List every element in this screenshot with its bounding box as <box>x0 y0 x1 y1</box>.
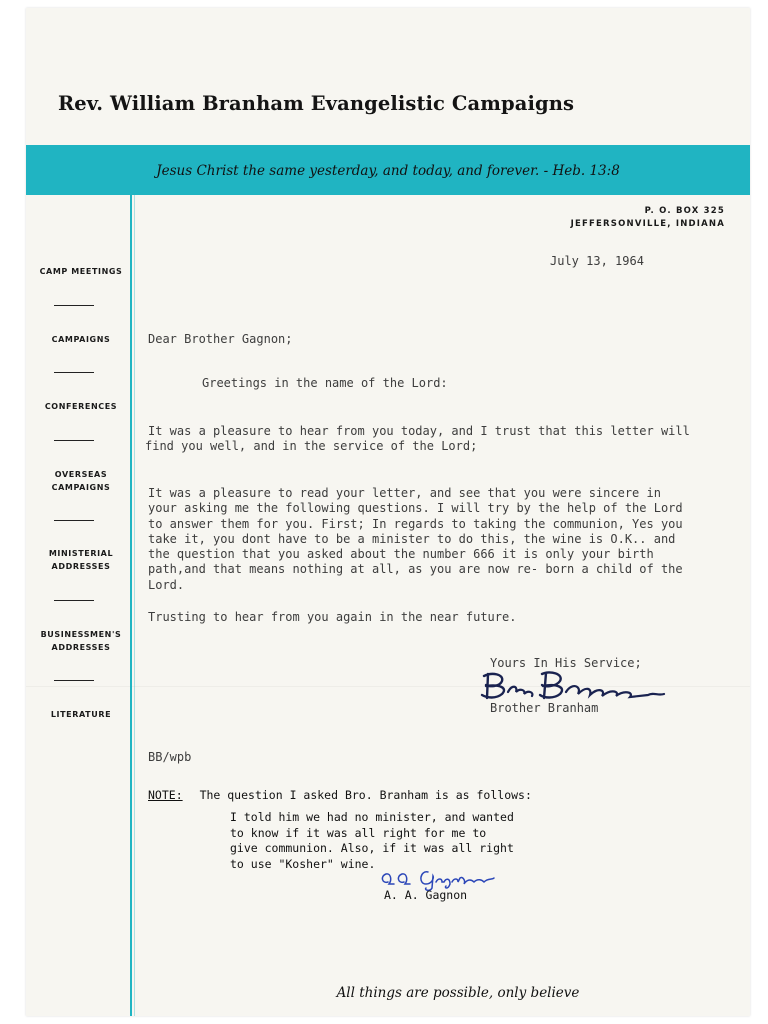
sidebar-item-conferences: CONFERENCES <box>44 402 118 411</box>
sidebar-divider <box>54 440 94 441</box>
letter-valediction: Yours In His Service; <box>490 656 642 670</box>
letterhead-address <box>571 205 725 231</box>
note-intro <box>148 788 532 804</box>
margin-rule <box>130 195 132 1016</box>
letterhead-footer: All things are possible, only believe <box>336 985 580 1001</box>
sidebar-item-label: ADDRESSES <box>51 562 111 571</box>
letter-date: July 13, 1964 <box>550 254 644 268</box>
note-signer: A. A. Gagnon <box>384 888 468 902</box>
sidebar-item-label: ADDRESSES <box>51 643 111 652</box>
sidebar-item-camp-meetings: CAMP MEETINGS <box>39 267 123 276</box>
note-line: I told him we had no minister, and wanted <box>230 810 514 824</box>
sidebar-divider <box>54 520 94 521</box>
margin-rule-secondary <box>134 195 135 1016</box>
sidebar-item-businessmens-addresses <box>32 628 130 654</box>
note-line: to use "Kosher" wine. <box>230 856 376 871</box>
text-line: the question that you asked about the number 666 it is only your birth <box>148 547 654 562</box>
sidebar-divider <box>54 305 94 306</box>
letter-signer: Brother Branham <box>490 701 599 715</box>
letter-closing-line: Trusting to hear from you again in the near future. <box>148 610 517 624</box>
text-line: It was a pleasure to read your letter, and see that you were sincere in <box>148 486 661 500</box>
sidebar-divider <box>54 600 94 601</box>
sidebar-divider <box>54 372 94 373</box>
letter-salutation: Dear Brother Gagnon; <box>148 332 293 346</box>
letter-greeting: Greetings in the name of the Lord: <box>202 376 448 390</box>
text-line: It was a pleasure to hear from you today, and I trust that this letter will <box>148 424 690 438</box>
note-body <box>230 810 514 872</box>
sidebar-item-literature: LITERATURE <box>50 710 112 719</box>
note-intro-text: The question I asked Bro. Branham is as follows: <box>199 788 532 802</box>
letter-paragraph <box>145 424 690 455</box>
note-line: give communion. Also, if it was all right <box>230 841 514 855</box>
sidebar-item-label: MINISTERIAL <box>48 549 114 558</box>
letter-page <box>26 8 750 1016</box>
sidebar-divider <box>54 680 94 681</box>
sidebar-item-ministerial-addresses <box>32 547 130 573</box>
text-line: take it, you dont have to be a minister to do this, the wine is O.K.. and <box>148 531 676 546</box>
letter-paragraph <box>148 486 683 593</box>
note-line: to know if it was all right for me to <box>230 825 487 840</box>
signature-branham <box>478 668 668 704</box>
text-line: to answer them for you. First; In regards to taking the communion, Yes you <box>148 516 683 531</box>
sidebar-item-overseas-campaigns <box>32 468 130 494</box>
sidebar-item-campaigns: CAMPAIGNS <box>51 335 111 344</box>
letterhead-title: Rev. William Branham Evangelistic Campaigns <box>58 92 575 115</box>
sidebar-item-label: BUSINESSMEN'S <box>40 630 122 639</box>
text-line: find you well, and in the service of the Lord; <box>145 439 478 454</box>
address-line: JEFFERSONVILLE, INDIANA <box>570 219 725 229</box>
letterhead-motto: Jesus Christ the same yesterday, and today, and forever. - Heb. 13:8 <box>156 163 620 179</box>
text-line: your asking me the following questions. I will try by the help of the Lord <box>148 501 683 516</box>
address-line: P. O. BOX 325 <box>644 206 725 216</box>
sidebar-item-label: OVERSEAS <box>54 470 108 479</box>
text-line: path,and that means nothing at all, as you are now re- born a child of the <box>148 562 683 577</box>
note-label: NOTE: <box>148 788 183 802</box>
letter-initials: BB/wpb <box>148 750 192 764</box>
text-line: Lord. <box>148 577 185 592</box>
sidebar-item-label: CAMPAIGNS <box>51 483 111 492</box>
